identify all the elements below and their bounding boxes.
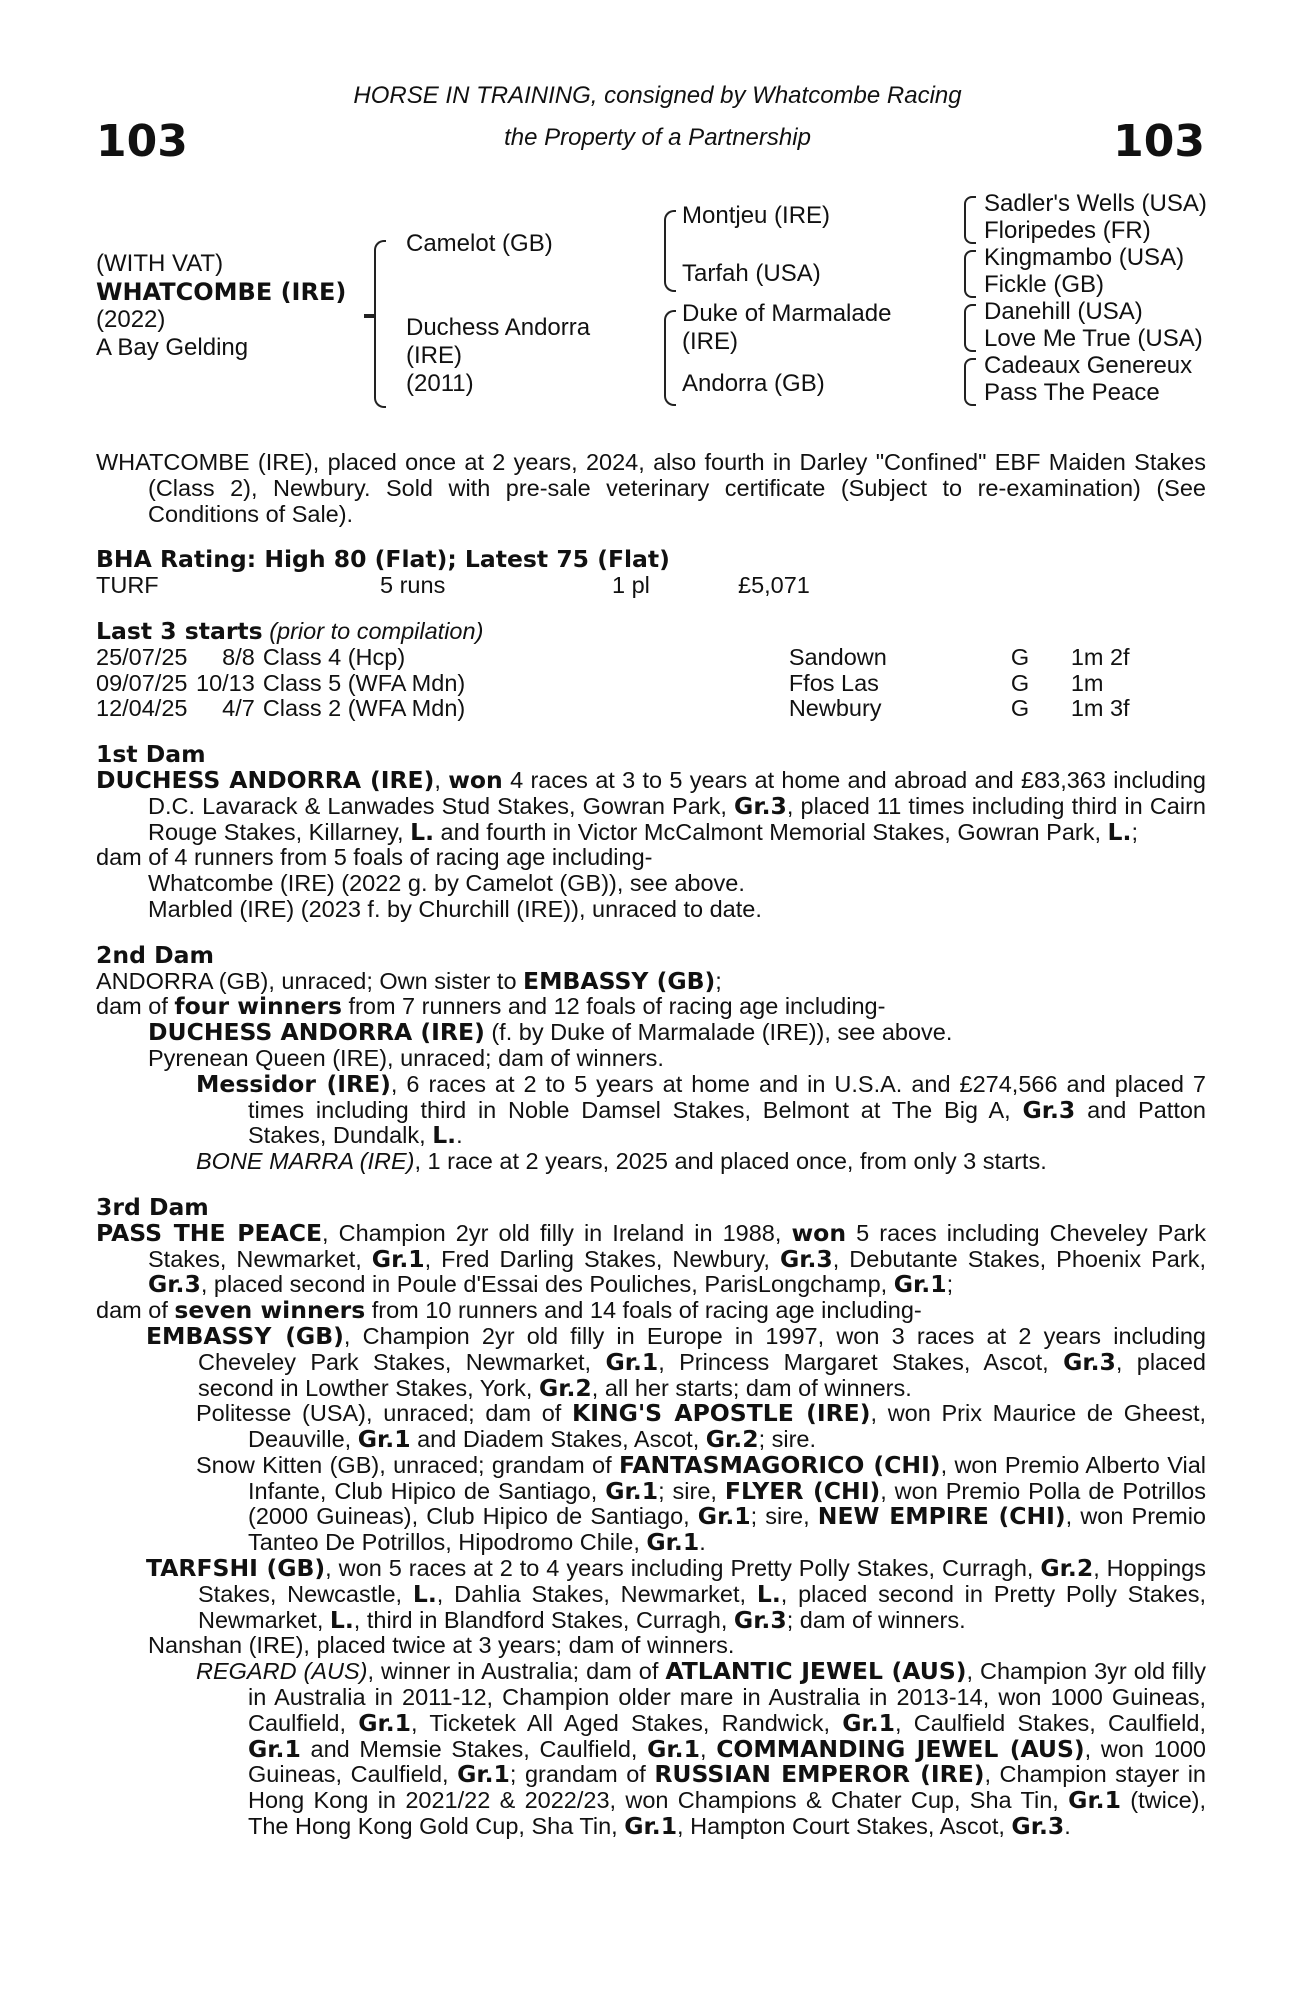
text: , Champion 2yr old filly in Ireland in 1988, [322, 1219, 792, 1246]
turf-earnings: £5,071 [738, 572, 810, 599]
text: , winner in Australia; dam of [367, 1658, 666, 1685]
grade: L. [1107, 817, 1132, 846]
text: (f. by Duke of Marmalade (IRE)), see above. [484, 1019, 953, 1046]
dam-name: DUCHESS ANDORRA (IRE) [96, 765, 435, 794]
text: , placed second in Lowther Stakes, York, [198, 1348, 1207, 1401]
last-starts-table [96, 645, 1130, 722]
grade: Gr.2 [705, 1425, 759, 1454]
text: , Princess Margaret Stakes, Ascot, [658, 1348, 1064, 1375]
text: , 1 race at 2 years, 2025 and placed once, from only 3 starts. [414, 1148, 1047, 1175]
text: ; [715, 967, 722, 994]
grade: Gr.1 [605, 1347, 659, 1376]
text: , Caulfield Stakes, Caulfield, [895, 1709, 1206, 1736]
text: , placed second in Pretty Polly Stakes, Newmarket, [198, 1580, 1207, 1633]
text: ; grandam of [509, 1761, 655, 1788]
first-dam-heading: 1st Dam [96, 740, 206, 769]
produce-item [96, 1401, 1206, 1453]
start-course: Ffos Las [788, 669, 879, 696]
grade: Gr.3 [1063, 1347, 1116, 1376]
text: from 7 runners and 12 foals of racing age including- [342, 993, 886, 1020]
horse-name: COMMANDING JEWEL (AUS) [716, 1734, 1085, 1763]
text: , Hampton Court Stakes, Ascot, [677, 1813, 1012, 1840]
grade: Gr.1 [1068, 1786, 1121, 1815]
second-dam-line [96, 966, 1206, 995]
start-distance: 1m 3f [1070, 695, 1130, 722]
horse-name: ATLANTIC JEWEL (AUS) [665, 1657, 967, 1686]
produce-item [96, 1149, 1206, 1175]
grade: Gr.3 [734, 791, 787, 820]
start-position: 10/13 [196, 669, 255, 696]
horse-name: WHATCOMBE (IRE) [96, 278, 347, 306]
grade: Gr.1 [358, 1708, 411, 1737]
grade: L. [412, 1579, 437, 1608]
start-going: G [1010, 695, 1030, 722]
grade: Gr.1 [605, 1476, 659, 1505]
text: , won Premio Tanteo De Potrillos, Hipodromo Chile, [248, 1503, 1206, 1556]
brace-g1 [964, 196, 976, 244]
start-race: Class 2 (WFA Mdn) [262, 695, 466, 722]
produce-item [96, 1069, 1206, 1150]
grandsire-8: Pass The Peace [984, 379, 1160, 406]
grade: Gr.1 [646, 1528, 700, 1557]
text: and Diadem Stakes, Ascot, [410, 1426, 706, 1453]
table-row [96, 696, 1130, 722]
text: , Fred Darling Stakes, Newbury, [424, 1245, 780, 1272]
start-date: 12/04/25 [96, 695, 188, 722]
consignor-line: HORSE IN TRAINING, consigned by Whatcombe Racing [353, 82, 962, 109]
second-dam-heading: 2nd Dam [96, 940, 214, 969]
start-going: G [1010, 643, 1030, 670]
text: , placed second in Poule d'Essai des Pouliches, ParisLongchamp, [200, 1271, 894, 1298]
pedigree-block [96, 190, 1226, 420]
produce-item: Pyrenean Queen (IRE), unraced; dam of winners. [148, 1044, 664, 1071]
text: and Memsie Stakes, Caulfield, [300, 1735, 648, 1762]
produce-item [96, 1321, 1207, 1402]
text: , Champion 2yr old filly in Europe in 1997, won 3 races at 2 years including Cheveley Park Stakes, Newmarket, [198, 1322, 1206, 1375]
winners-count: four winners [174, 992, 342, 1021]
text: ; [946, 1271, 954, 1298]
grandsire-7: Cadeaux Genereux [984, 352, 1193, 379]
table-row [96, 671, 1130, 697]
grandsire-5: Danehill (USA) [984, 298, 1143, 325]
brace-top [374, 240, 386, 316]
horse-name: EMBASSY (GB) [523, 966, 716, 995]
brace-dam [664, 310, 676, 406]
text: , all her starts; dam of winners. [591, 1374, 912, 1401]
produce-item [96, 1450, 1207, 1557]
text: ; dam of winners. [786, 1606, 966, 1633]
text: ; sire, [750, 1503, 818, 1530]
text: , placed 11 times including third in Cairn Rouge Stakes, Killarney, [148, 792, 1206, 845]
dam-sire-line2: (IRE) [682, 328, 738, 355]
text: , Hoppings Stakes, Newcastle, [198, 1555, 1206, 1607]
grade: Gr.3 [1022, 1095, 1076, 1124]
text: , won Premio Alberto Vial Infante, Club Hipico de Santiago, [248, 1451, 1206, 1504]
grade: Gr.1 [457, 1760, 510, 1789]
text: . [456, 1122, 463, 1149]
text: ; sire. [758, 1426, 817, 1453]
produce-item: Whatcombe (IRE) (2022 g. by Camelot (GB)), see above. [148, 870, 745, 897]
produce-item [96, 1556, 1206, 1633]
text: , won Prix Maurice de Gheest, Deauville, [248, 1400, 1207, 1453]
text: 5 races including Cheveley Park Stakes, Newmarket, [148, 1219, 1206, 1272]
grade: L. [432, 1121, 457, 1150]
grade: Gr.3 [1011, 1812, 1065, 1841]
text: Politesse (USA), unraced; dam of [196, 1400, 573, 1427]
catalogue-body [96, 450, 1206, 1840]
text: . [1064, 1813, 1071, 1840]
text: from 10 runners and 14 foals of racing age including- [365, 1297, 922, 1324]
horse-year: (2022) [96, 306, 166, 333]
third-dam-paragraph [96, 1218, 1206, 1299]
dam-line3: (2011) [406, 370, 474, 397]
sire: Camelot (GB) [406, 230, 553, 257]
grade: Gr.1 [371, 1244, 425, 1273]
third-dam-heading: 3rd Dam [96, 1192, 209, 1221]
brace-g4 [964, 358, 976, 406]
produce-item: Nanshan (IRE), placed twice at 3 years; dam of winners. [148, 1632, 735, 1659]
text: , [699, 1735, 717, 1762]
grade: Gr.1 [893, 1270, 947, 1299]
text: , won 1000 Guineas, Caulfield, [248, 1735, 1206, 1788]
grade: Gr.3 [779, 1244, 833, 1273]
grandsire-4: Fickle (GB) [984, 271, 1104, 298]
grade: Gr.1 [357, 1425, 411, 1454]
brace-bottom [374, 314, 386, 408]
third-dam-produce-intro [96, 1298, 1206, 1324]
bha-rating: BHA Rating: High 80 (Flat); Latest 75 (Flat) [96, 545, 670, 574]
turf-record [96, 573, 1206, 599]
brace-g3 [964, 304, 976, 352]
grade: L. [756, 1579, 781, 1608]
horse-name: Messidor (IRE) [196, 1069, 391, 1098]
text: , Dahlia Stakes, Newmarket, [436, 1580, 757, 1607]
horse-name: REGARD (AUS) [196, 1658, 368, 1685]
text: , Champion stayer in Hong Kong in 2021/22 & 2022/23, won Champions & Chater Cup, Sha Tin, [248, 1761, 1206, 1814]
won-label: won [791, 1218, 847, 1247]
lot-number-left: 103 [96, 116, 188, 167]
turf-placed: 1 pl [612, 572, 650, 599]
text: Snow Kitten (GB), unraced; grandam of [196, 1451, 619, 1478]
text: , third in Blandford Stakes, Curragh, [353, 1606, 734, 1633]
grade: Gr.1 [647, 1734, 700, 1763]
text: , Ticketek All Aged Stakes, Randwick, [411, 1709, 843, 1736]
produce-item [96, 1020, 1206, 1046]
text: 4 races at 3 to 5 years at home and abroad and £83,363 including D.C. Lavarack & Lanwades Stud Stakes, Gowran Park, [148, 766, 1206, 819]
sire-dam: Tarfah (USA) [682, 260, 821, 287]
grade: Gr.3 [733, 1605, 787, 1634]
grandsire-1: Sadler's Wells (USA) [984, 190, 1207, 217]
text: ; [1131, 818, 1138, 845]
turf-label: TURF [96, 572, 159, 599]
grandsire-2: Floripedes (FR) [984, 217, 1151, 244]
brace-mid [364, 314, 374, 318]
horse-name: EMBASSY (GB) [146, 1321, 344, 1350]
horse-name: TARFSHI (GB) [146, 1554, 326, 1583]
start-course: Newbury [788, 695, 882, 722]
brace-sire [664, 210, 676, 292]
start-date: 09/07/25 [96, 669, 188, 696]
grade: Gr.3 [148, 1270, 201, 1299]
horse-name: FLYER (CHI) [724, 1476, 881, 1505]
horse-name: RUSSIAN EMPEROR (IRE) [654, 1760, 985, 1789]
grade: Gr.2 [1040, 1554, 1094, 1583]
property-line: the Property of a Partnership [504, 124, 811, 151]
text: , won 5 races at 2 to 4 years including Pretty Polly Stakes, Curragh, [325, 1555, 1041, 1582]
text: (twice), The Hong Kong Gold Cup, Sha Tin, [248, 1787, 1207, 1840]
horse-name: PASS THE PEACE [96, 1218, 323, 1247]
text: ; sire, [658, 1477, 725, 1504]
grade: Gr.1 [697, 1502, 751, 1531]
horse-name: BONE MARRA (IRE) [196, 1148, 415, 1175]
start-distance: 1m [1070, 669, 1104, 696]
grandsire-3: Kingmambo (USA) [984, 244, 1185, 271]
text: , Champion 3yr old filly in Australia in 2011-12, Champion older mare in Australia in 2013-14, won 1000 Guineas, Caulfield, [248, 1658, 1206, 1736]
grade: L. [329, 1605, 354, 1634]
table-row [96, 645, 1130, 671]
lot-number-right: 103 [1113, 116, 1205, 167]
grade: Gr.1 [624, 1812, 678, 1841]
second-dam-produce-intro [96, 994, 1206, 1020]
text: dam of [96, 1297, 175, 1324]
start-position: 8/8 [222, 643, 255, 670]
turf-runs: 5 runs [380, 572, 446, 599]
last-starts-title: Last 3 starts [96, 616, 263, 645]
horse-name: NEW EMPIRE (CHI) [817, 1502, 1066, 1531]
grade: Gr.2 [538, 1373, 592, 1402]
start-race: Class 5 (WFA Mdn) [262, 669, 466, 696]
text: dam of [96, 993, 175, 1020]
first-dam-produce-intro: dam of 4 runners from 5 foals of racing age including- [96, 844, 653, 871]
text: . [699, 1529, 706, 1556]
text: and Patton Stakes, Dundalk, [248, 1096, 1206, 1149]
sire-sire: Montjeu (IRE) [682, 202, 831, 229]
start-position: 4/7 [222, 695, 255, 722]
dam-dam: Andorra (GB) [682, 370, 825, 397]
brace-g2 [964, 250, 976, 298]
horse-description: A Bay Gelding [96, 334, 249, 361]
last-starts-note: (prior to compilation) [269, 617, 484, 644]
start-race: Class 4 (Hcp) [262, 643, 406, 670]
produce-item [96, 1659, 1206, 1840]
horse-name: KING'S APOSTLE (IRE) [572, 1399, 871, 1428]
start-date: 25/07/25 [96, 643, 188, 670]
text: , won Premio Polla de Potrillos (2000 Guineas), Club Hipico de Santiago, [248, 1477, 1207, 1530]
grade: L. [410, 817, 435, 846]
dam-line1: Duchess Andorra [406, 314, 591, 341]
dam-line2: (IRE) [406, 342, 462, 369]
grade: Gr.1 [842, 1708, 896, 1737]
start-going: G [1010, 669, 1030, 696]
dam-sire-line1: Duke of Marmalade [682, 300, 892, 327]
start-distance: 1m 2f [1070, 643, 1130, 670]
won-label: won [448, 765, 503, 794]
produce-item: Marbled (IRE) (2023 f. by Churchill (IRE)), unraced to date. [148, 895, 762, 922]
intro-paragraph: WHATCOMBE (IRE), placed once at 2 years, 2024, also fourth in Darley "Confined" EBF Maiden Stakes (Class 2), Newbury. Sold with pre-sale veterinary certificate (Subject to re-examination) (See Conditions of Sale). [96, 449, 1206, 527]
text: and fourth in Victor McCalmont Memorial Stakes, Gowran Park, [434, 818, 1108, 845]
text: , Debutante Stakes, Phoenix Park, [832, 1245, 1206, 1272]
horse-name: FANTASMAGORICO (CHI) [618, 1450, 941, 1479]
last-starts-heading [96, 616, 1206, 645]
start-course: Sandown [788, 643, 887, 670]
first-dam-paragraph: DUCHESS ANDORRA (IRE), won 4 races at 3 to 5 years at home and abroad and £83,363 including D.C. Lavarack & Lanwades Stud Stakes, Gowran Park, Gr.3, placed 11 times including third in Cairn Rouge Stakes, Killarney, L. and fourth in Victor McCalmont Memorial Stakes, Gowran Park, L.; [96, 765, 1206, 846]
grade: Gr.1 [248, 1734, 301, 1763]
grandsire-6: Love Me True (USA) [984, 325, 1203, 352]
text: ANDORRA (GB), unraced; Own sister to [96, 967, 524, 994]
winners-count: seven winners [174, 1296, 366, 1325]
horse-name: DUCHESS ANDORRA (IRE) [148, 1018, 485, 1047]
text: , 6 races at 2 to 5 years at home and in U.S.A. and £274,566 and placed 7 times including third in Noble Damsel Stakes, Belmont at The Big A, [248, 1070, 1206, 1123]
vat-label: (WITH VAT) [96, 250, 224, 277]
